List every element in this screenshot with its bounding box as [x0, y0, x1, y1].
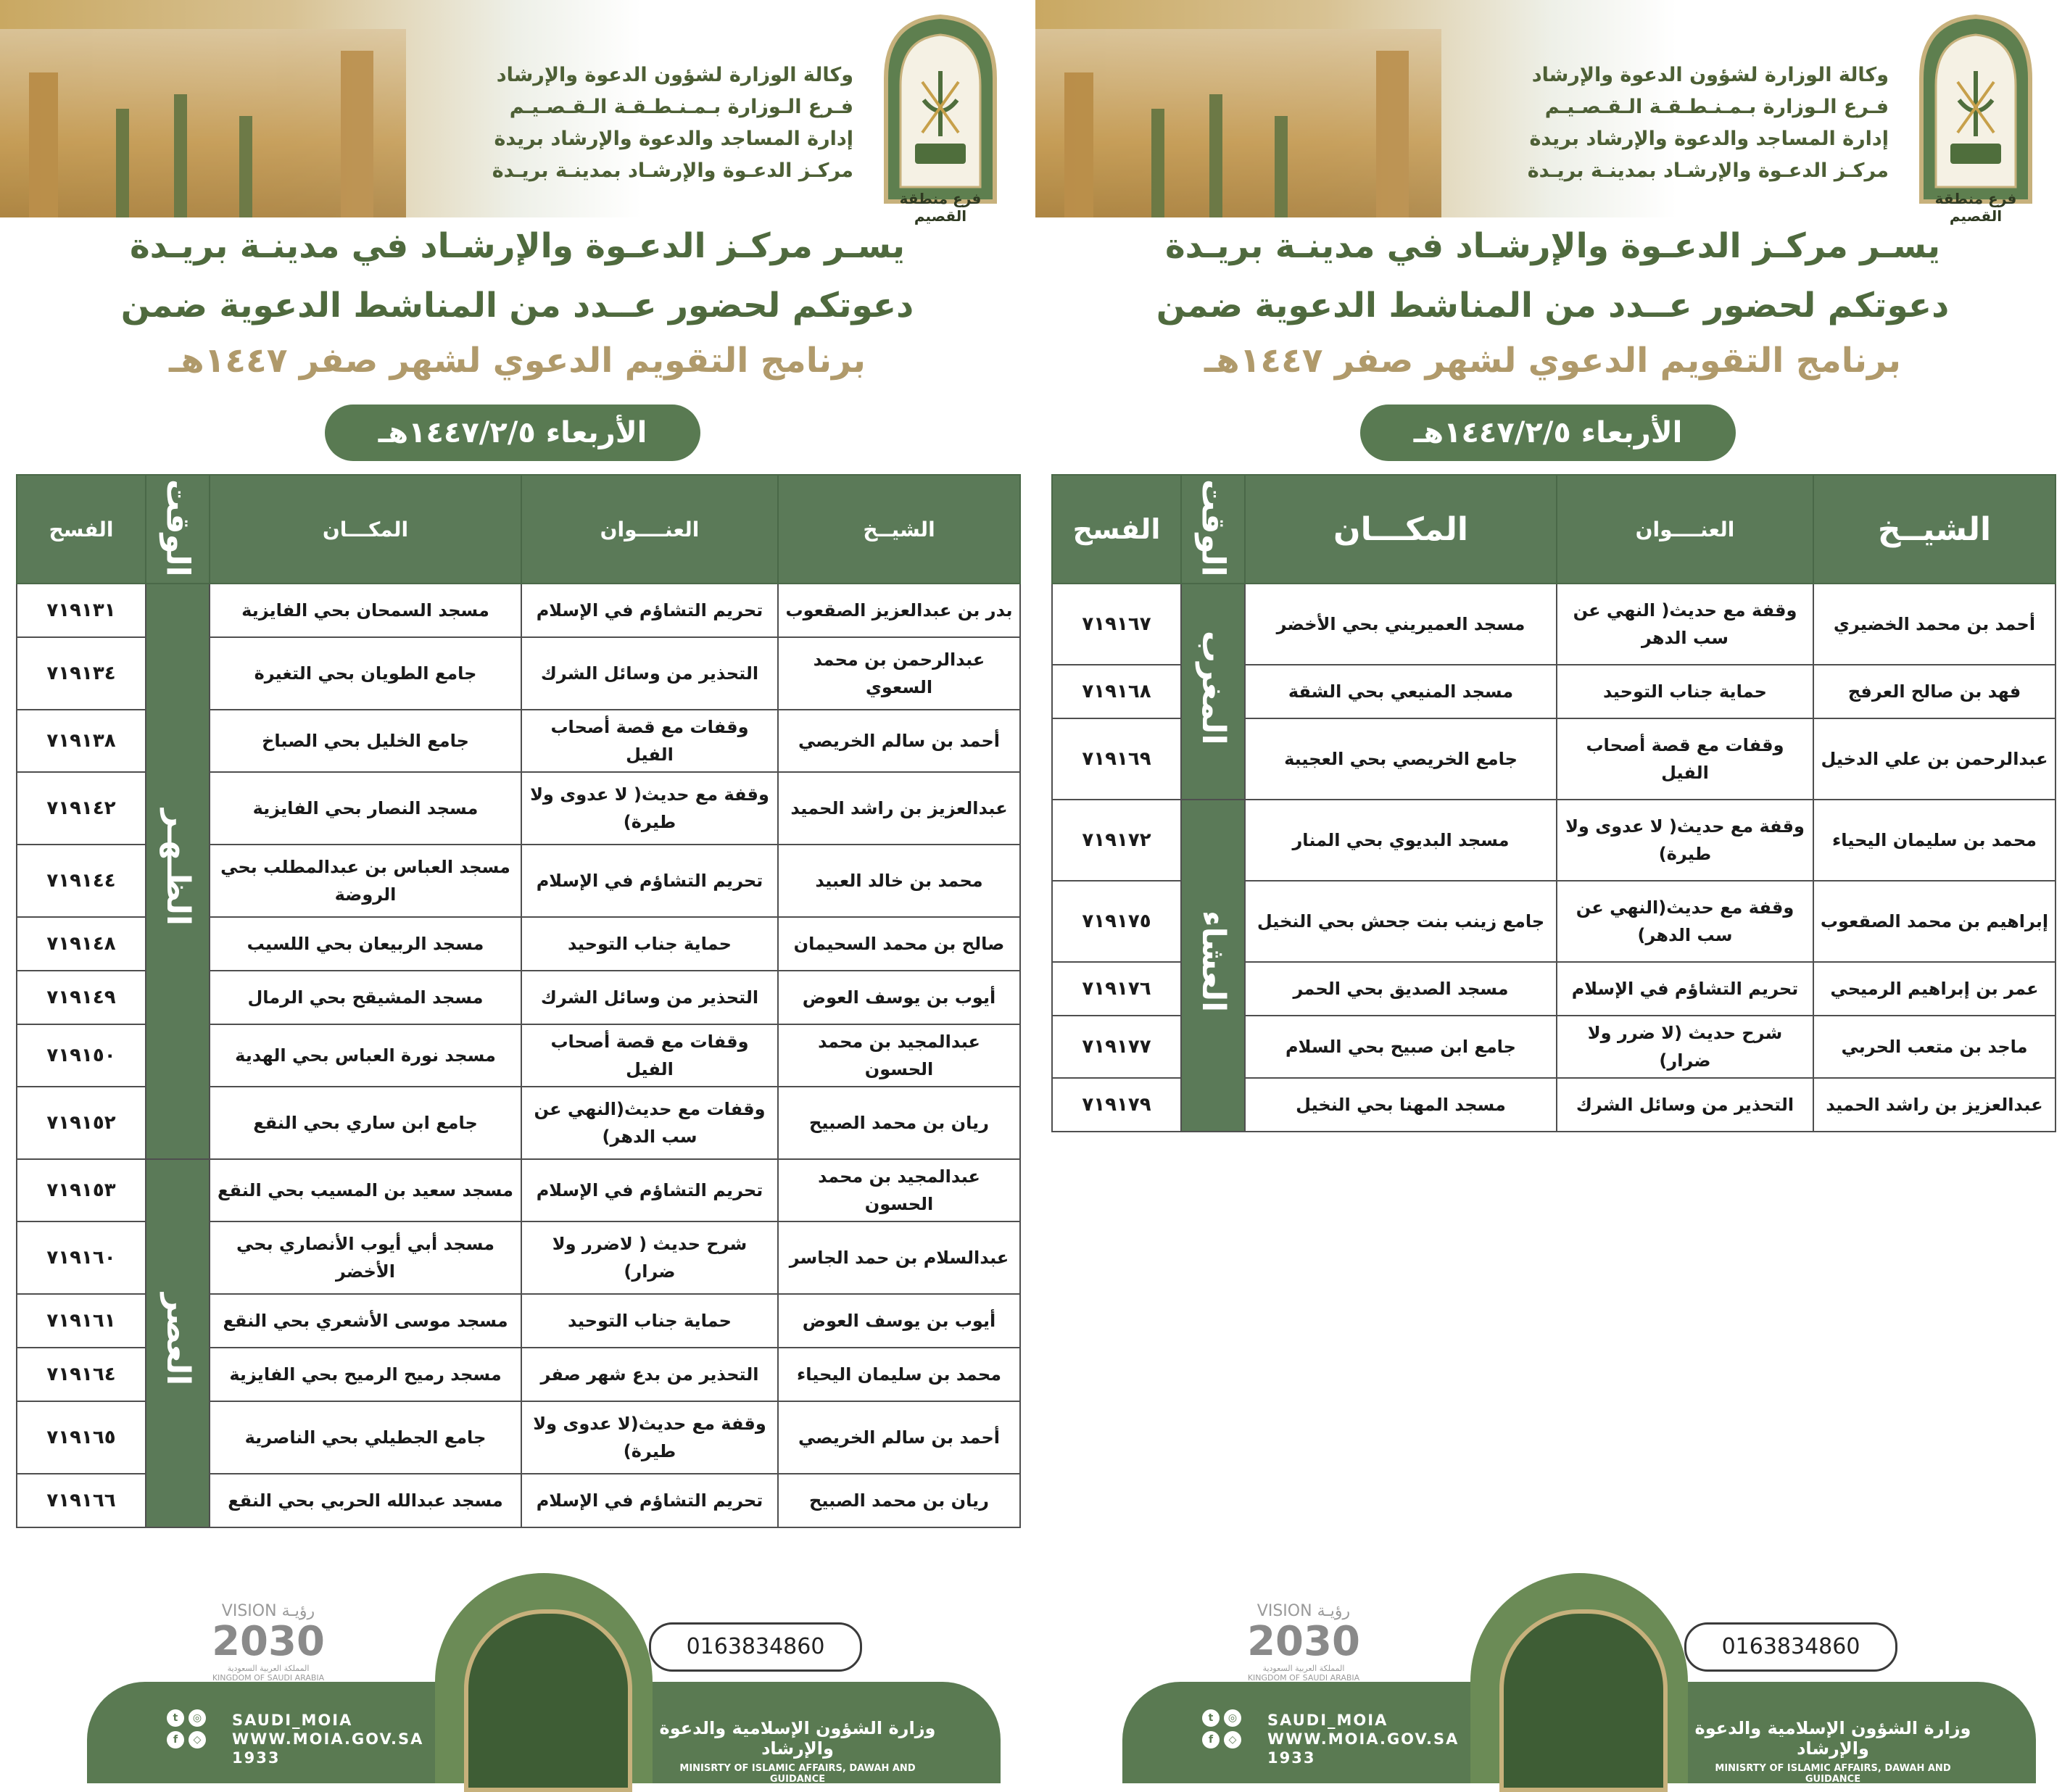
cell-fasih: ٧١٩١٦٧	[1052, 584, 1181, 665]
cell-fasih: ٧١٩١٤٩	[17, 971, 146, 1024]
cell-title: وقفة مع حديث( لا عدوى ولا طيرة)	[521, 772, 778, 845]
cell-fasih: ٧١٩١٤٢	[17, 772, 146, 845]
cell-fasih: ٧١٩١٦٨	[1052, 665, 1181, 718]
cell-sheikh: عبدالمجيد بن محمد الحسون	[778, 1159, 1020, 1221]
col-title: العنــــوان	[1557, 475, 1813, 584]
cell-fasih: ٧١٩١٦٠	[17, 1221, 146, 1294]
col-place: المكـــان	[1245, 475, 1557, 584]
org-line: مركـز الدعـوة والإرشـاد بمدينـة بريـدة	[1527, 159, 1889, 182]
cell-fasih: ٧١٩١٦٥	[17, 1401, 146, 1474]
schedule-table	[1051, 474, 2056, 1132]
cell-title: التحذير من وسائل الشرك	[521, 637, 778, 710]
ministry-name: وزارة الشؤون الإسلامية والدعوة والإرشاد MINISRTY OF ISLAMIC AFFAIRS, DAWAH AND GUIDANCE	[659, 1718, 936, 1785]
time-label: العشاء	[1195, 910, 1232, 1013]
cell-sheikh: أيوب بن يوسف العوض	[778, 971, 1020, 1024]
header-banner	[0, 0, 1035, 225]
twitter-icon[interactable]: t	[1202, 1709, 1220, 1727]
cell-fasih: ٧١٩١٣٤	[17, 637, 146, 710]
cell-title: شرح حديث (لا ضرر ولا ضرار)	[1557, 1016, 1813, 1078]
cell-fasih: ٧١٩١٥٣	[17, 1159, 146, 1221]
cell-title: التحذير من وسائل الشرك	[1557, 1078, 1813, 1132]
intro-line-2: دعوتكم لحضور عــدد من المناشط الدعوية ضمن	[1156, 286, 1950, 325]
website-link[interactable]: WWW.MOIA.GOV.SA	[1267, 1730, 1460, 1748]
poster-right	[1035, 0, 2070, 1785]
table-header-row	[1052, 475, 2055, 584]
cell-fasih: ٧١٩١٤٨	[17, 917, 146, 971]
col-title: العنــــوان	[521, 475, 778, 584]
org-lines	[492, 59, 853, 187]
cell-place: جامع ابن صبيح بحي السلام	[1245, 1016, 1557, 1078]
cell-title: تحريم التشاؤم في الإسلام	[1557, 962, 1813, 1016]
col-time-label: الوقت	[159, 478, 196, 577]
org-line: فـرع الـوزارة بـمـنـطـقـة الـقـصـيـم	[509, 96, 853, 118]
cell-title: تحريم التشاؤم في الإسلام	[521, 1159, 778, 1221]
cell-sheikh: عبدالمجيد بن محمد الحسون	[778, 1024, 1020, 1087]
org-line: وكالة الوزارة لشؤون الدعوة والإرشاد	[496, 64, 853, 86]
table-row	[1052, 800, 2055, 881]
footer-emblem-icon	[464, 1609, 632, 1792]
cell-place: مسجد نورة العباس بحي الهدية	[210, 1024, 521, 1087]
cell-sheikh: صالح بن محمد السحيمان	[778, 917, 1020, 971]
cell-title: حماية جناب التوحيد	[1557, 665, 1813, 718]
vision-2030-logo: VISION رؤيـة 2030 المملكة العربية السعودية KINGDOM OF SAUDI ARABIA	[212, 1602, 325, 1683]
facebook-icon[interactable]: f	[167, 1731, 184, 1749]
cell-time	[1181, 800, 1245, 1132]
cell-sheikh: أيوب بن يوسف العوض	[778, 1294, 1020, 1348]
cell-fasih: ٧١٩١٤٤	[17, 845, 146, 917]
cell-sheikh: ريان بن محمد الصبيح	[778, 1474, 1020, 1527]
intro-line-3: برنامج التقويم الدعوي لشهر صفر ١٤٤٧هـ	[169, 341, 866, 381]
header-banner	[1035, 0, 2070, 225]
col-fasih: الفسح	[17, 475, 146, 584]
time-label: المغرب	[1195, 630, 1232, 745]
cell-fasih: ٧١٩١٧٧	[1052, 1016, 1181, 1078]
col-time	[146, 475, 210, 584]
cell-sheikh: عمر بن إبراهيم الرميحي	[1813, 962, 2055, 1016]
phone-number: 0163834860	[1684, 1622, 1897, 1672]
poster-left	[0, 0, 1035, 1785]
col-time-label: الوقت	[1194, 478, 1232, 577]
org-line: إدارة المساجد والدعوة والإرشاد بريدة	[494, 128, 853, 150]
cell-fasih: ٧١٩١٧٥	[1052, 881, 1181, 962]
cell-title: التحذير من بدع شهر صفر	[521, 1348, 778, 1401]
col-fasih: الفسح	[1052, 475, 1181, 584]
org-line: مركـز الدعـوة والإرشـاد بمدينـة بريـدة	[492, 159, 853, 182]
cell-title: وقفة مع حديث( النهي عن سب الدهر	[1557, 584, 1813, 665]
footer	[1035, 1537, 2070, 1785]
social-handle[interactable]: SAUDI_MOIA	[1267, 1712, 1388, 1729]
cell-title: وقفات مع حديث(النهي عن سب الدهر)	[521, 1087, 778, 1159]
cell-title: حماية جناب التوحيد	[521, 917, 778, 971]
cell-time	[1181, 584, 1245, 800]
table-row	[17, 584, 1020, 637]
cell-fasih: ٧١٩١٦١	[17, 1294, 146, 1348]
cell-sheikh: أحمد بن محمد الخضيري	[1813, 584, 2055, 665]
mosque-photo	[0, 29, 406, 217]
intro-line-1: يسـر مركـز الدعـوة والإرشـاد في مدينـة بريـدة	[1164, 226, 1941, 266]
table-header-row	[17, 475, 1020, 584]
cell-title: وقفات مع قصة أصحاب الفيل	[521, 710, 778, 772]
org-line: إدارة المساجد والدعوة والإرشاد بريدة	[1529, 128, 1889, 150]
cell-title: وقفة مع حديث(النهي عن سب الدهر)	[1557, 881, 1813, 962]
cell-fasih: ٧١٩١٧٦	[1052, 962, 1181, 1016]
schedule-table	[16, 474, 1021, 1528]
cell-place: مسجد المنيعي بحي الشقة	[1245, 665, 1557, 718]
cell-place: جامع ابن ساري بحي النقع	[210, 1087, 521, 1159]
cell-time	[146, 1159, 210, 1527]
cell-fasih: ٧١٩١٦٩	[1052, 718, 1181, 800]
social-icons	[1202, 1709, 1246, 1753]
cell-sheikh: محمد بن خالد العبيد	[778, 845, 1020, 917]
cell-place: مسجد العميريني بحي الأخضر	[1245, 584, 1557, 665]
cell-place: مسجد أبي أيوب الأنصاري بحي الأخضر	[210, 1221, 521, 1294]
snapchat-icon[interactable]: ◇	[1224, 1731, 1241, 1749]
moia-emblem-icon	[879, 13, 1002, 202]
cell-sheikh: محمد بن سليمان اليحياء	[778, 1348, 1020, 1401]
intro-line-3: برنامج التقويم الدعوي لشهر صفر ١٤٤٧هـ	[1204, 341, 1901, 381]
col-sheikh: الشيــخ	[778, 475, 1020, 584]
cell-title: وقفة مع حديث( لا عدوى ولا طيرة)	[1557, 800, 1813, 881]
cell-place: جامع الخريصي بحي العجيبة	[1245, 718, 1557, 800]
instagram-icon[interactable]: ◎	[1224, 1709, 1241, 1727]
hotline: 1933	[232, 1749, 281, 1767]
cell-place: مسجد رميح الرميح بحي الفايزية	[210, 1348, 521, 1401]
table-row	[1052, 584, 2055, 665]
vision-2030-logo: VISION رؤيـة 2030 المملكة العربية السعودية KINGDOM OF SAUDI ARABIA	[1247, 1602, 1360, 1683]
cell-sheikh: ريان بن محمد الصبيح	[778, 1087, 1020, 1159]
cell-sheikh: محمد بن سليمان اليحياء	[1813, 800, 2055, 881]
cell-fasih: ٧١٩١٧٩	[1052, 1078, 1181, 1132]
cell-fasih: ٧١٩١٧٢	[1052, 800, 1181, 881]
ministry-name: وزارة الشؤون الإسلامية والدعوة والإرشاد MINISRTY OF ISLAMIC AFFAIRS, DAWAH AND GUIDANCE	[1694, 1718, 1971, 1785]
cell-place: مسجد الصديق بحي الحمر	[1245, 962, 1557, 1016]
cell-sheikh: أحمد بن سالم الخريصي	[778, 1401, 1020, 1474]
org-line: فـرع الـوزارة بـمـنـطـقـة الـقـصـيـم	[1544, 96, 1889, 118]
cell-place: جامع زينب بنت جحش بحي النخيل	[1245, 881, 1557, 962]
cell-time	[146, 584, 210, 1159]
cell-title: تحريم التشاؤم في الإسلام	[521, 1474, 778, 1527]
mosque-photo	[1035, 29, 1441, 217]
table-row	[17, 1159, 1020, 1221]
snapchat-icon[interactable]: ◇	[189, 1731, 206, 1749]
cell-place: مسجد النصار بحي الفايزية	[210, 772, 521, 845]
cell-fasih: ٧١٩١٥٢	[17, 1087, 146, 1159]
moia-emblem-icon	[1914, 13, 2037, 202]
cell-place: جامع الخليل بحي الصباخ	[210, 710, 521, 772]
logo-caption: فرع منطقة القصيم	[1934, 190, 2017, 225]
twitter-icon[interactable]: t	[167, 1709, 184, 1727]
cell-title: شرح حديث ( لاضرر ولا ضرار)	[521, 1221, 778, 1294]
col-place: المكـــان	[210, 475, 521, 584]
cell-place: مسجد المشيقح بحي الرمال	[210, 971, 521, 1024]
cell-sheikh: عبدالسلام بن حمد الجاسر	[778, 1221, 1020, 1294]
phone-number: 0163834860	[649, 1622, 862, 1672]
website-link[interactable]: WWW.MOIA.GOV.SA	[232, 1730, 424, 1748]
cell-title: وقفة مع حديث(لا عدوى ولا طيرة)	[521, 1401, 778, 1474]
contact-info	[232, 1711, 423, 1767]
instagram-icon[interactable]: ◎	[189, 1709, 206, 1727]
cell-sheikh: ماجد بن متعب الحربي	[1813, 1016, 2055, 1078]
social-handle[interactable]: SAUDI_MOIA	[232, 1712, 353, 1729]
date-pill: الأربعاء ١٤٤٧/٢/٥هـ	[1360, 405, 1736, 461]
contact-info	[1267, 1711, 1459, 1767]
col-sheikh: الشيــخ	[1813, 475, 2055, 584]
cell-title: وقفات مع قصة أصحاب الفيل	[521, 1024, 778, 1087]
intro-line-1: يسـر مركـز الدعـوة والإرشـاد في مدينـة بريـدة	[129, 226, 906, 266]
social-icons	[167, 1709, 210, 1753]
org-line: وكالة الوزارة لشؤون الدعوة والإرشاد	[1531, 64, 1889, 86]
cell-place: مسجد البديوي بحي المنار	[1245, 800, 1557, 881]
org-lines	[1528, 59, 1889, 187]
cell-title: تحريم التشاؤم في الإسلام	[521, 845, 778, 917]
cell-sheikh: فهد بن صالح العرفج	[1813, 665, 2055, 718]
cell-sheikh: إبراهيم بن محمد الصقعوب	[1813, 881, 2055, 962]
cell-place: مسجد العباس بن عبدالمطلب بحي الروضة	[210, 845, 521, 917]
cell-place: مسجد عبدالله الحربي بحي النقع	[210, 1474, 521, 1527]
cell-sheikh: عبدالعزيز بن راشد الحميد	[1813, 1078, 2055, 1132]
cell-title: التحذير من وسائل الشرك	[521, 971, 778, 1024]
cell-title: تحريم التشاؤم في الإسلام	[521, 584, 778, 637]
footer	[0, 1537, 1035, 1785]
cell-sheikh: أحمد بن سالم الخريصي	[778, 710, 1020, 772]
cell-sheikh: عبدالرحمن بن علي الدخيل	[1813, 718, 2055, 800]
cell-sheikh: بدر بن عبدالعزيز الصقعوب	[778, 584, 1020, 637]
cell-fasih: ٧١٩١٦٦	[17, 1474, 146, 1527]
cell-title: حماية جناب التوحيد	[521, 1294, 778, 1348]
cell-fasih: ٧١٩١٥٠	[17, 1024, 146, 1087]
time-label: العصر	[160, 1293, 196, 1386]
cell-place: جامع الطويان بحي التغيرة	[210, 637, 521, 710]
time-label: الظـهـر	[160, 809, 196, 926]
facebook-icon[interactable]: f	[1202, 1731, 1220, 1749]
cell-place: مسجد السمحان بحي الفايزية	[210, 584, 521, 637]
cell-place: مسجد الربيعان بحي اللسيب	[210, 917, 521, 971]
cell-sheikh: عبدالعزيز بن راشد الحميد	[778, 772, 1020, 845]
cell-place: جامع الجطيلي بحي الناصرية	[210, 1401, 521, 1474]
cell-place: مسجد سعيد بن المسيب بحي النقع	[210, 1159, 521, 1221]
cell-place: مسجد موسى الأشعري بحي النقع	[210, 1294, 521, 1348]
logo-caption: فرع منطقة القصيم	[899, 190, 982, 225]
cell-title: وقفات مع قصة أصحاب الفيل	[1557, 718, 1813, 800]
cell-place: مسجد المهنا بحي النخيل	[1245, 1078, 1557, 1132]
cell-fasih: ٧١٩١٣٨	[17, 710, 146, 772]
col-time	[1181, 475, 1245, 584]
hotline: 1933	[1267, 1749, 1316, 1767]
cell-sheikh: عبدالرحمن بن محمد السعوي	[778, 637, 1020, 710]
intro-line-2: دعوتكم لحضور عــدد من المناشط الدعوية ضمن	[120, 286, 914, 325]
cell-fasih: ٧١٩١٦٤	[17, 1348, 146, 1401]
footer-emblem-icon	[1499, 1609, 1668, 1792]
cell-fasih: ٧١٩١٣١	[17, 584, 146, 637]
date-pill: الأربعاء ١٤٤٧/٢/٥هـ	[325, 405, 700, 461]
